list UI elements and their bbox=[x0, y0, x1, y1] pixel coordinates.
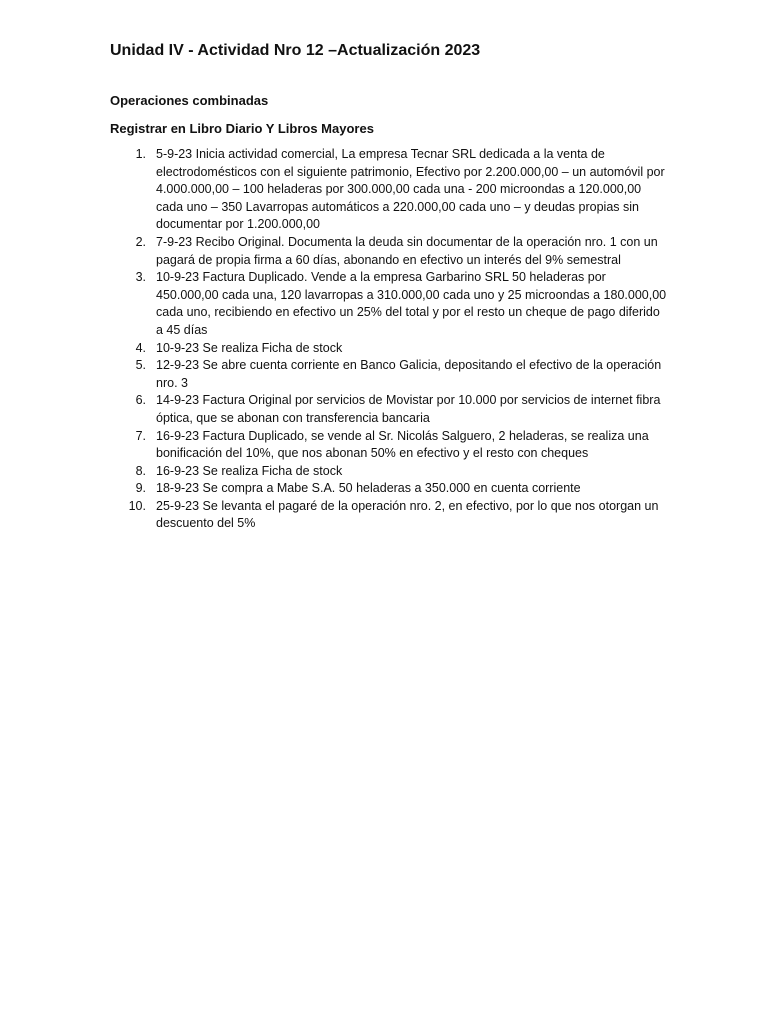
item-number: 3. bbox=[135, 270, 146, 285]
document-page bbox=[110, 40, 670, 533]
list-item bbox=[110, 269, 670, 339]
item-text: 12-9-23 Se abre cuenta corriente en Banco Galicia, depositando el efectivo de la operación nro. 3 bbox=[156, 358, 662, 390]
list-item bbox=[110, 340, 670, 358]
item-number: 7. bbox=[135, 428, 146, 443]
item-number: 9. bbox=[135, 481, 146, 496]
item-number: 4. bbox=[135, 340, 146, 355]
list-item bbox=[110, 480, 670, 498]
item-text: 16-9-23 Factura Duplicado, se vende al Sr. Nicolás Salguero, 2 heladeras, se realiza una bonificación del 10%, que nos abonan 50% en efectivo y el resto con cheques bbox=[156, 428, 649, 461]
item-number: 5. bbox=[135, 358, 146, 373]
item-text: 5-9-23 Inicia actividad comercial, La empresa Tecnar SRL dedicada a la venta de electrodomésticos con el siguiente patrimonio, Efectivo por 2.200.000,00 – un automóvil por 4.000.000,00 – 100 heladeras por 300.000,00 cada una - 200 microondas a 120.000,00 cada uno – 350 Lavarropas automáticos a 220.000,00 cada uno – y deudas propias sin documentar por 1.200.000,00 bbox=[156, 147, 665, 232]
list-item bbox=[110, 357, 670, 392]
operations-list bbox=[110, 146, 670, 533]
item-number: 10. bbox=[128, 498, 146, 513]
list-item bbox=[110, 463, 670, 481]
list-item bbox=[110, 428, 670, 463]
item-number: 8. bbox=[135, 463, 146, 478]
item-text: 18-9-23 Se compra a Mabe S.A. 50 heladeras a 350.000 en cuenta corriente bbox=[156, 481, 581, 496]
item-number: 6. bbox=[135, 393, 146, 408]
item-number: 2. bbox=[135, 234, 146, 249]
list-item bbox=[110, 392, 670, 427]
list-item bbox=[110, 498, 670, 533]
document-title: Unidad IV - Actividad Nro 12 –Actualización 2023 bbox=[110, 42, 481, 59]
item-text: 14-9-23 Factura Original por servicios de Movistar por 10.000 por servicios de internet fibra óptica, que se abonan con transferencia bancaria bbox=[156, 393, 661, 425]
item-text: 10-9-23 Se realiza Ficha de stock bbox=[156, 340, 343, 355]
item-text: 25-9-23 Se levanta el pagaré de la operación nro. 2, en efectivo, por lo que nos otorgan un descuento del 5% bbox=[156, 498, 659, 531]
list-item bbox=[110, 146, 670, 234]
item-text: 10-9-23 Factura Duplicado. Vende a la empresa Garbarino SRL 50 heladeras por 450.000,00 cada una, 120 lavarropas a 310.000,00 cada uno y 25 microondas a 180.000,00 cada uno, recibiendo en efectivo un 25% del total y por el resto un cheque de pago diferido a 45 días bbox=[156, 270, 667, 337]
item-text: 7-9-23 Recibo Original. Documenta la deuda sin documentar de la operación nro. 1 con un pagará de propia firma a 60 días, abonando en efectivo un interés del 9% semestral bbox=[156, 234, 658, 267]
instruction-text: Registrar en Libro Diario Y Libros Mayores bbox=[110, 121, 374, 136]
item-text: 16-9-23 Se realiza Ficha de stock bbox=[156, 463, 343, 478]
list-item bbox=[110, 234, 670, 269]
item-number: 1. bbox=[135, 147, 146, 161]
section-heading: Operaciones combinadas bbox=[110, 93, 269, 108]
